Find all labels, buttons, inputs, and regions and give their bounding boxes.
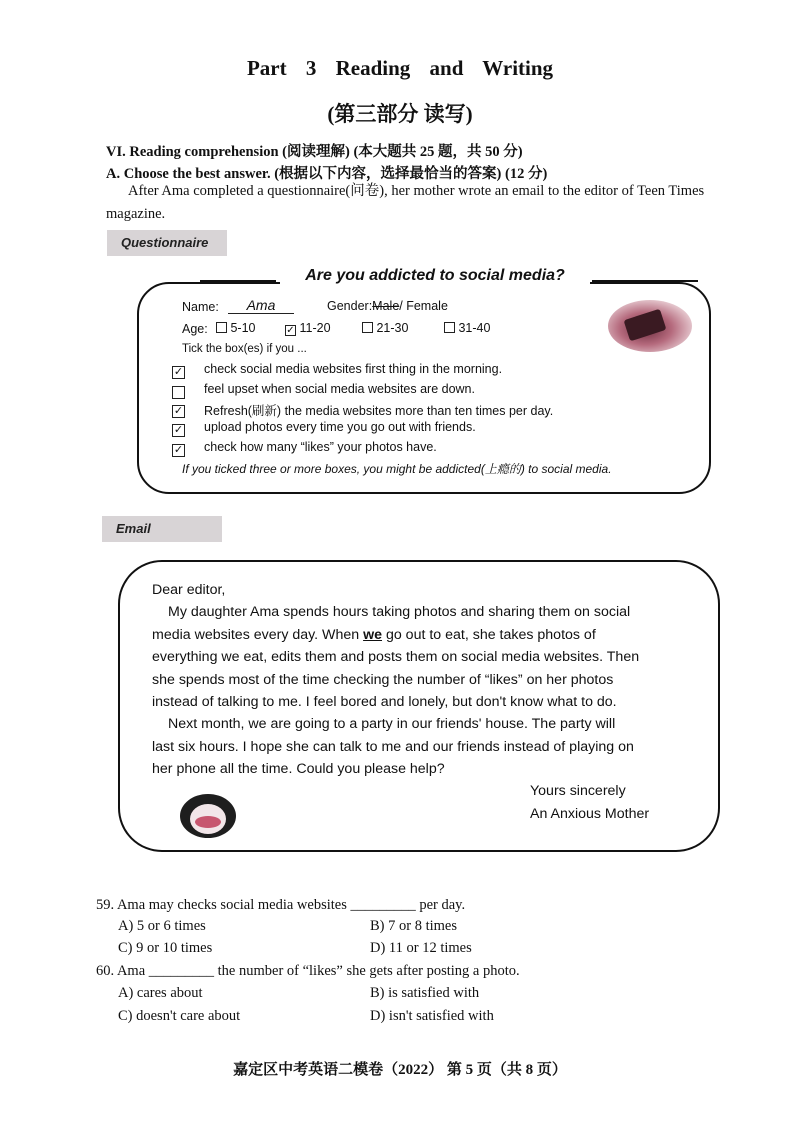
tick-prompt: Tick the box(es) if you ... — [182, 343, 307, 355]
age-option-3: 21-30 — [362, 321, 408, 335]
questionnaire-note: If you ticked three or more boxes, you might be addicted(上瘾的) to social media. — [182, 462, 612, 476]
item-text-3: Refresh(刷新) the media websites more than ten times per day. — [204, 404, 554, 418]
item-text-4: upload photos every time you go out with friends. — [204, 420, 476, 434]
gender-row — [327, 299, 448, 313]
q60-option-b: B) is satisfied with — [370, 985, 480, 1001]
question-60-stem: 60. Ama _________ the number of “likes” she gets after posting a photo. — [96, 963, 520, 979]
phone-photo-icon — [608, 300, 692, 352]
item-text-2: feel upset when social media websites are down. — [204, 382, 475, 396]
mother-face-icon — [180, 794, 236, 838]
age-label: Age: — [182, 322, 208, 336]
email-line: instead of talking to me. I feel bored and lonely, but don't know what to do. — [152, 694, 617, 710]
part-title: Part 3 Reading and Writing — [246, 56, 554, 80]
title-rule-left — [200, 280, 276, 282]
questionnaire-title: Are you addicted to social media? — [280, 266, 590, 286]
page-footer: 嘉定区中考英语二模卷（2022） 第 5 页（共 8 页） — [233, 1062, 567, 1078]
email-line: her phone all the time. Could you please help? — [152, 761, 445, 777]
age-option-4: 31-40 — [444, 321, 490, 335]
item-text-1: check social media websites first thing in the morning. — [204, 362, 503, 376]
q59-option-b: B) 7 or 8 times — [370, 918, 457, 934]
email-greeting: Dear editor, — [152, 582, 226, 598]
email-line: last six hours. I hope she can talk to me and our friends instead of playing on — [152, 739, 634, 755]
q60-option-c: C) doesn't care about — [118, 1008, 241, 1024]
section-heading: VI. Reading comprehension (阅读理解) (本大题共 25 题，共 50 分) — [106, 144, 523, 160]
q60-option-a: A) cares about — [118, 985, 203, 1001]
age-checkbox-checked: ✓ — [286, 325, 295, 336]
age-checkbox — [444, 322, 455, 333]
q59-option-a: A) 5 or 6 times — [118, 918, 206, 934]
gender-male: Male — [372, 299, 400, 313]
item-text-5: check how many “likes” your photos have. — [204, 440, 437, 454]
email-line: My daughter Ama spends hours taking photos and sharing them on social — [168, 604, 631, 620]
name-label: Name: — [182, 300, 219, 314]
name-value: Ama — [228, 297, 294, 314]
phone-shape — [624, 309, 667, 342]
item-checkbox-checked: ✓ — [173, 444, 184, 456]
email-line: everything we eat, edits them and posts them on social media websites. Then — [152, 649, 640, 665]
q59-option-d: D) 11 or 12 times — [370, 940, 472, 956]
email-line: media websites every day. When we go out to eat, she takes photos of — [152, 627, 596, 643]
age-checkbox — [216, 322, 227, 333]
age-option-2: ✓ 11-20 — [286, 321, 331, 336]
item-checkbox — [172, 386, 185, 399]
gender-label: Gender: — [327, 299, 373, 313]
email-closing: Yours sincerely — [530, 783, 626, 799]
item-checkbox-checked: ✓ — [173, 405, 184, 417]
questionnaire-tag: Questionnaire — [107, 230, 227, 256]
gender-female: / Female — [399, 299, 448, 313]
part-title-cn: (第三部分 读写) — [327, 102, 473, 126]
q59-option-c: C) 9 or 10 times — [118, 940, 213, 956]
title-rule-right — [592, 280, 698, 282]
age-checkbox — [362, 322, 373, 333]
email-line: she spends most of the time checking the number of “likes” on her photos — [152, 672, 614, 688]
email-tag: Email — [102, 516, 222, 542]
email-line: Next month, we are going to a party in our friends' house. The party will — [168, 716, 616, 732]
age-option-1: 5-10 — [216, 321, 256, 335]
section-subheading: A. Choose the best answer. (根据以下内容，选择最恰当的答案) (12 分) — [106, 166, 548, 182]
question-59-stem: 59. Ama may checks social media websites _________ per day. — [96, 897, 466, 913]
item-checkbox-checked: ✓ — [173, 424, 184, 436]
item-checkbox-checked: ✓ — [173, 366, 184, 378]
email-signature: An Anxious Mother — [530, 806, 650, 822]
intro-paragraph: After Ama completed a questionnaire(问卷), her mother wrote an email to the editor of Teen Times magazine. — [106, 183, 705, 222]
q60-option-d: D) isn't satisfied with — [370, 1008, 494, 1024]
